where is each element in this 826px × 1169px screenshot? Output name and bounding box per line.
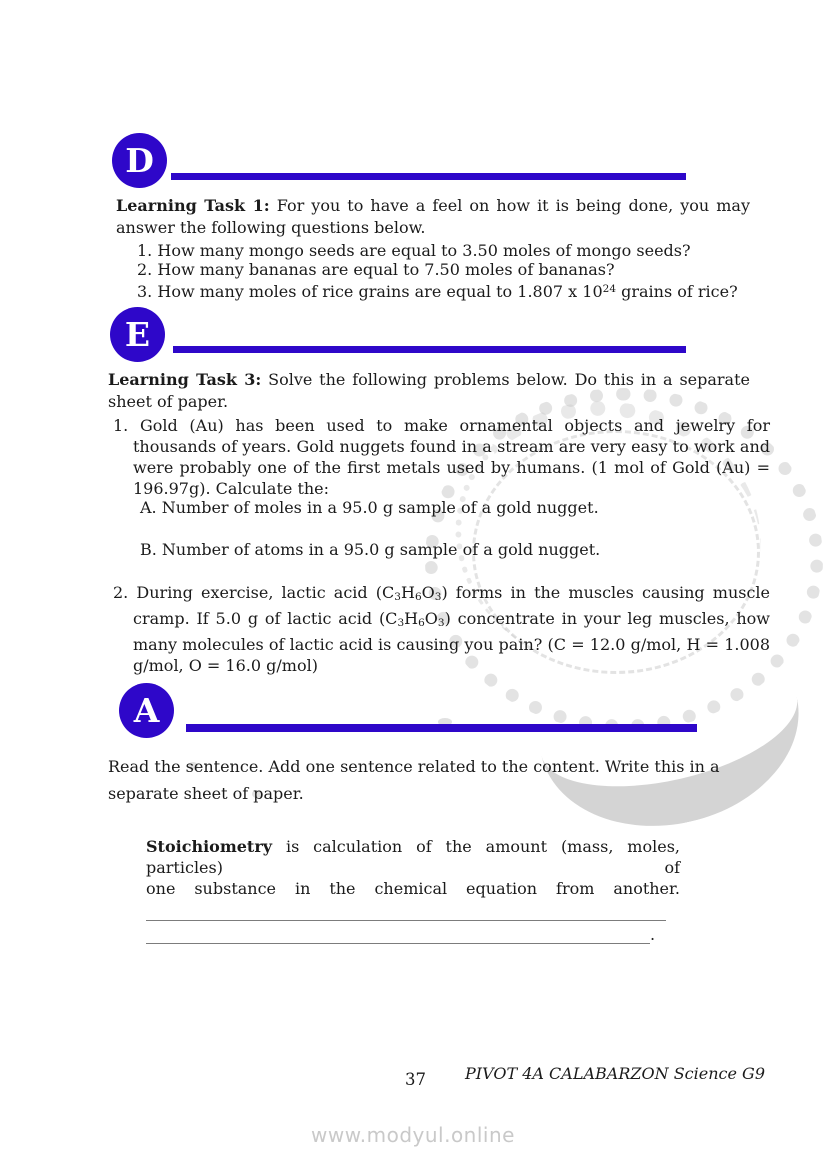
problem-text: Gold (Au) has been used to make ornamental objects and jewelry for thousands of years. Gold nuggets found in a stream are very easy to work and were probably one of the first metals used by humans. (1 mol of Gold (Au) = 196.97g). Calculate the: <box>133 416 770 498</box>
formula-segment: O <box>421 583 435 602</box>
question-item <box>137 261 738 280</box>
answer-blank-line-2: _______________________________________________________________. <box>146 925 656 944</box>
section-badge-d-letter: D <box>125 141 154 180</box>
formula-segment: H <box>404 609 419 628</box>
formula-segment: ) concentrate in your leg muscles, how many molecules of lactic acid is causing you pain? (C = 12.0 g/mol, H = 1.008 g/mol, O = 16.0 g/mol) <box>133 609 771 675</box>
learning-task-1-questions <box>137 242 738 301</box>
question-text: How many moles of rice grains are equal to 1.807 x 10 <box>157 281 603 301</box>
learning-task-1-text: For you to have a feel on how it is being done, you may answer the following questions below. <box>116 196 750 237</box>
formula-subscript: 6 <box>418 617 425 629</box>
answer-blank-line-1: _________________________________________________________________ <box>146 902 666 921</box>
question-item <box>137 280 738 302</box>
page-number: 37 <box>405 1070 427 1089</box>
question-text: How many bananas are equal to 7.50 moles of bananas? <box>157 259 615 279</box>
problem-text <box>133 583 770 675</box>
formula-subscript: 3 <box>437 617 445 629</box>
learning-task-1-paragraph <box>116 195 750 238</box>
formula-subscript: 3 <box>434 591 442 603</box>
problem-number: 2. <box>113 583 129 602</box>
question-item <box>137 242 738 261</box>
question-number: 2. <box>137 259 153 279</box>
definition-term: Stoichiometry <box>146 837 273 856</box>
formula-segment: During exercise, lactic acid (C <box>136 583 395 602</box>
section-rule-e <box>173 346 686 353</box>
formula-subscript: 3 <box>397 617 405 629</box>
definition-line-1 <box>146 836 680 878</box>
module-title: PIVOT 4A CALABARZON Science G9 <box>465 1064 765 1083</box>
section-badge-e <box>110 307 165 362</box>
learning-task-3-paragraph <box>108 369 750 412</box>
section-badge-a <box>119 683 174 738</box>
question-text: How many mongo seeds are equal to 3.50 moles of mongo seeds? <box>157 241 691 260</box>
formula-segment: ) forms in the muscles causing muscle cramp. If 5.0 g of lactic acid (C <box>133 583 771 628</box>
formula-subscript: 6 <box>414 591 422 603</box>
learning-task-3-label: Learning Task 3: <box>108 370 262 389</box>
definition-text: is calculation of the amount (mass, moles, particles) of <box>146 837 680 877</box>
section-badge-d <box>112 133 167 188</box>
exponent: 24 <box>602 282 617 295</box>
formula-subscript: 3 <box>394 591 401 603</box>
problem-1-subitem-b: B. Number of atoms in a 95.0 g sample of a gold nugget. <box>140 540 601 559</box>
learning-task-1-label: Learning Task 1: <box>116 196 270 215</box>
question-number: 3. <box>137 281 153 301</box>
section-rule-d <box>171 173 686 180</box>
problem-1-subitem-a: A. Number of moles in a 95.0 g sample of a gold nugget. <box>140 498 599 517</box>
section-a-instruction: Read the sentence. Add one sentence related to the content. Write this in a separate sheet of paper. <box>108 757 720 803</box>
formula-segment: H <box>400 583 415 602</box>
question-number: 1. <box>137 241 153 260</box>
stoichiometry-definition <box>146 836 680 945</box>
question-text: grains of rice? <box>621 281 738 301</box>
site-watermark: www.modyul.online <box>311 1123 515 1147</box>
section-badge-a-letter: A <box>133 691 160 730</box>
learning-task-3-text: Solve the following problems below. Do this in a separate sheet of paper. <box>108 370 750 411</box>
problem-2 <box>113 582 770 676</box>
section-rule-a <box>186 724 697 732</box>
problem-1 <box>113 415 770 499</box>
problem-number: 1. <box>113 416 129 435</box>
section-badge-e-letter: E <box>124 315 151 354</box>
definition-line-2: one substance in the chemical equation from another. <box>146 879 680 898</box>
formula-segment: O <box>424 609 438 628</box>
